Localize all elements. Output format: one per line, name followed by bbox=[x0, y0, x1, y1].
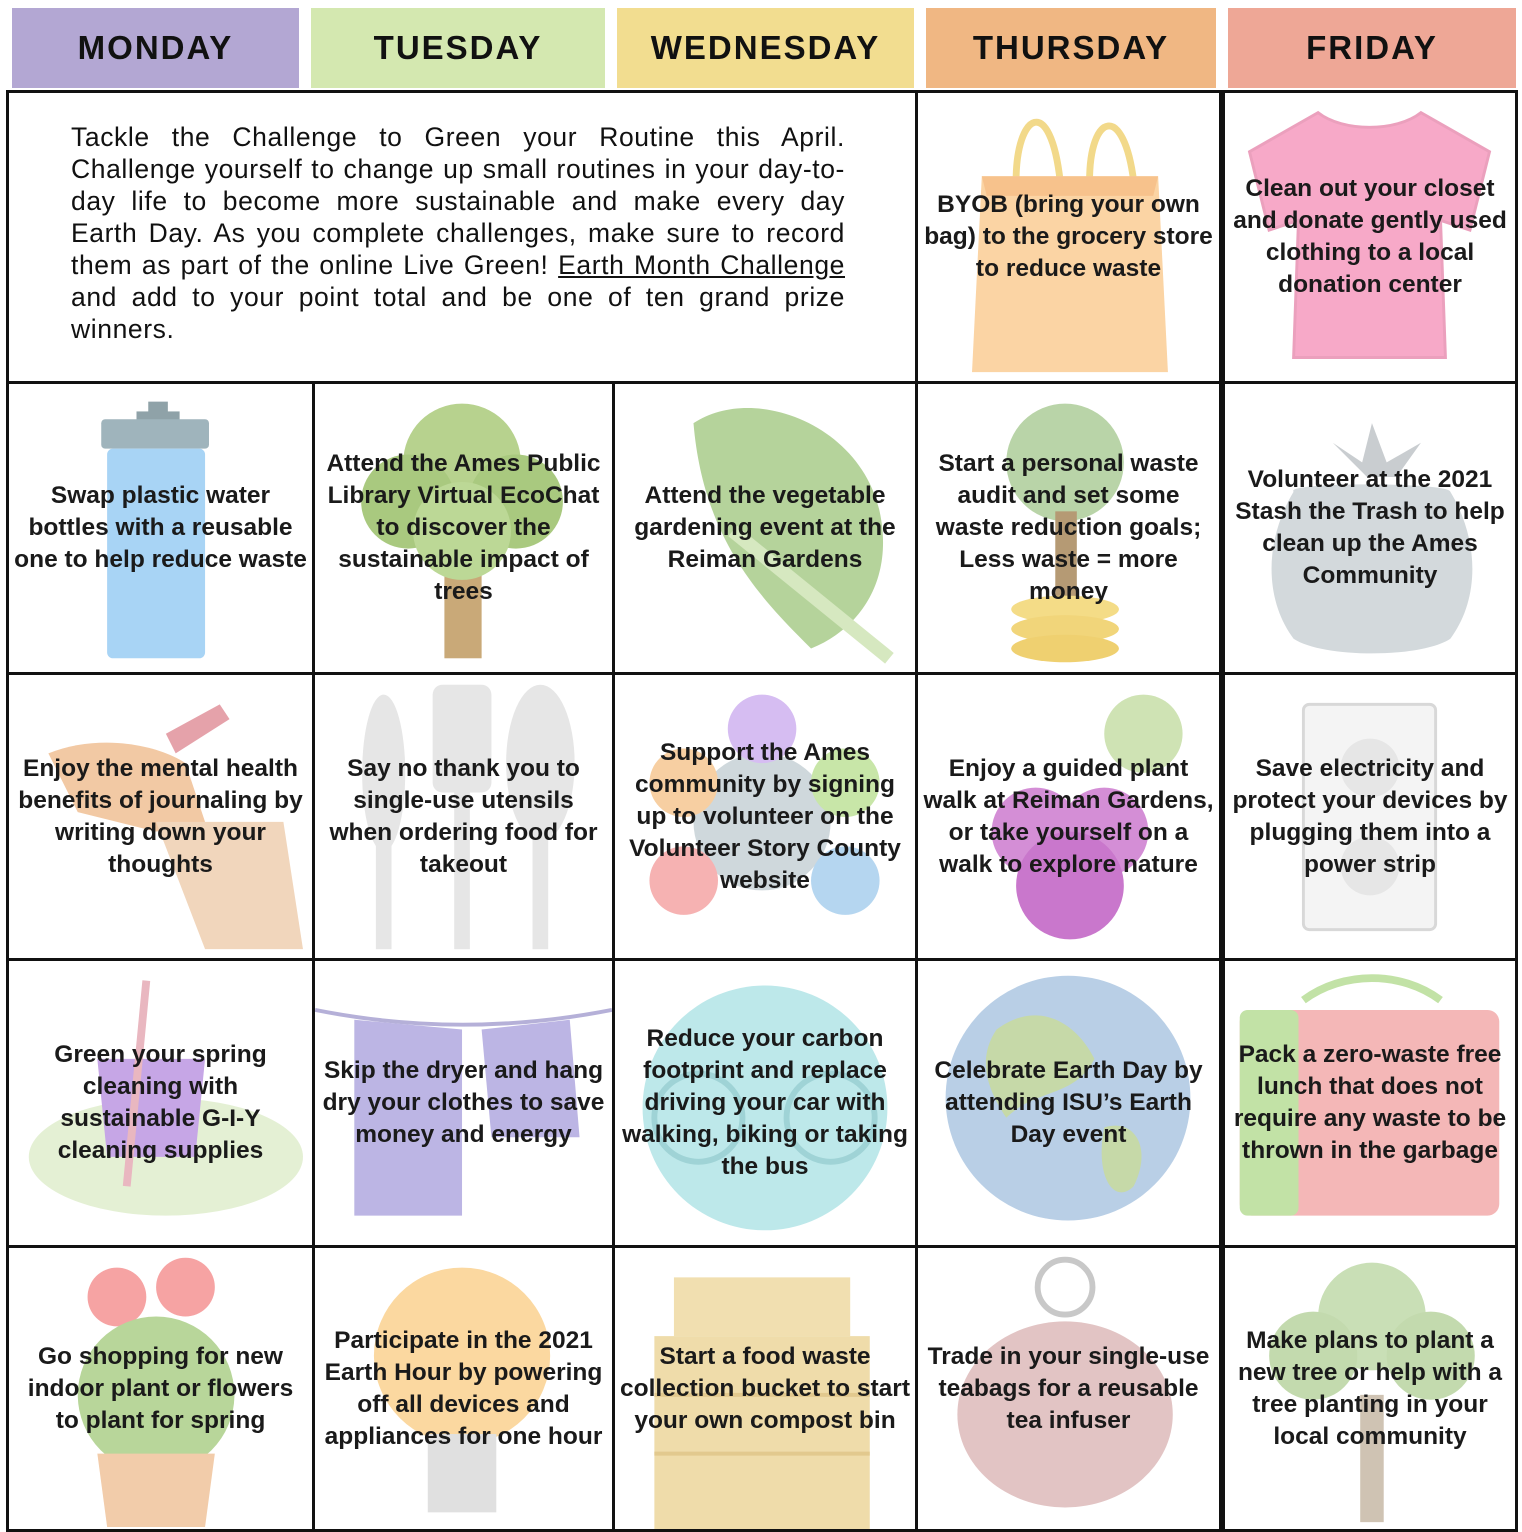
cell-water-bottle bbox=[6, 381, 315, 675]
challenge-text: Volunteer at the 2021 Stash the Trash to help clean up the Ames Community bbox=[1235, 466, 1505, 589]
header-label: TUESDAY bbox=[373, 29, 543, 66]
challenge-text: Celebrate Earth Day by attending ISU’s Earth Day event bbox=[934, 1057, 1203, 1148]
header-wednesday bbox=[617, 8, 914, 88]
cell-earth-day bbox=[915, 958, 1222, 1248]
challenge-text: Start a personal waste audit and set some waste reduction goals; Less waste = more money bbox=[935, 450, 1202, 605]
header-label: THURSDAY bbox=[972, 29, 1170, 66]
cell-dryer bbox=[312, 958, 615, 1248]
header-tuesday bbox=[311, 8, 605, 88]
challenge-text: Green your spring cleaning with sustainable G-I-Y cleaning supplies bbox=[54, 1041, 267, 1164]
challenge-text: Pack a zero-waste free lunch that does not require any waste to be thrown in the garbage bbox=[1233, 1041, 1507, 1164]
challenge-text: Start a food waste collection bucket to start your own compost bin bbox=[620, 1342, 910, 1434]
cell-waste-audit bbox=[915, 381, 1222, 675]
challenge-text: BYOB (bring your own bag) to the grocery store to reduce waste bbox=[924, 191, 1213, 282]
challenge-text: Skip the dryer and hang dry your clothes to save money and energy bbox=[322, 1057, 605, 1148]
challenge-text: Save electricity and protect your devices by plugging them into a power strip bbox=[1232, 754, 1508, 878]
earth-month-challenge-link[interactable]: Earth Month Challenge bbox=[558, 250, 845, 280]
cell-tree bbox=[1222, 1245, 1518, 1532]
cell-ecochat bbox=[312, 381, 615, 675]
cell-byob bbox=[915, 90, 1222, 384]
cell-vegetable bbox=[612, 381, 918, 675]
challenge-text: Trade in your single-use teabags for a reusable tea infuser bbox=[927, 1342, 1210, 1434]
cell-journaling bbox=[6, 672, 315, 961]
challenge-text: Attend the Ames Public Library Virtual EcoChat to discover the sustainable impact of trees bbox=[326, 450, 601, 605]
cell-earth-hour bbox=[312, 1245, 615, 1532]
challenge-text: Participate in the 2021 Earth Hour by powering off all devices and appliances for one hour bbox=[324, 1326, 603, 1450]
cell-cleaning bbox=[6, 958, 315, 1248]
cell-electricity bbox=[1222, 672, 1518, 961]
challenge-text: Enjoy the mental health benefits of journaling by writing down your thoughts bbox=[18, 754, 303, 878]
header-friday bbox=[1228, 8, 1516, 88]
challenge-text: Swap plastic water bottles with a reusable one to help reduce waste bbox=[14, 482, 307, 573]
cell-closet bbox=[1222, 90, 1518, 384]
intro-panel bbox=[6, 90, 918, 384]
header-label: MONDAY bbox=[77, 29, 234, 66]
challenge-text: Clean out your closet and donate gently used clothing to a local donation center bbox=[1233, 175, 1507, 298]
challenge-text: Support the Ames community by signing up to volunteer on the Volunteer Story County website bbox=[629, 738, 901, 894]
intro-text-part: and add to your point total and be one of ten grand prize winners. bbox=[71, 282, 845, 344]
cell-plant-walk bbox=[915, 672, 1222, 961]
challenge-text: Go shopping for new indoor plant or flowers to plant for spring bbox=[27, 1342, 294, 1434]
header-thursday bbox=[926, 8, 1216, 88]
challenge-text: Enjoy a guided plant walk at Reiman Gardens, or take yourself on a walk to explore nature bbox=[923, 754, 1214, 878]
challenge-text: Reduce your carbon footprint and replace driving your car with walking, biking or taking the bus bbox=[622, 1025, 908, 1180]
intro-text bbox=[71, 121, 845, 345]
intro-text-part: Tackle the Challenge to Green your Routine this April. Challenge yourself to change up small routines in your day-to-day life to become more sustainable and make every day Earth Day. As you complete challenges, make sure to record them as part of the online Live Green! bbox=[71, 122, 845, 280]
cell-stash-trash bbox=[1222, 381, 1518, 675]
cell-tea bbox=[915, 1245, 1222, 1532]
challenge-text: Attend the vegetable gardening event at the Reiman Gardens bbox=[634, 482, 896, 573]
cell-compost bbox=[612, 1245, 918, 1532]
cell-lunch bbox=[1222, 958, 1518, 1248]
header-label: FRIDAY bbox=[1306, 29, 1438, 66]
cell-plants bbox=[6, 1245, 315, 1532]
challenge-text: Say no thank you to single-use utensils when ordering food for takeout bbox=[329, 754, 598, 878]
cell-utensils bbox=[312, 672, 615, 961]
cell-volunteer bbox=[612, 672, 918, 961]
cell-carbon bbox=[612, 958, 918, 1248]
challenge-text: Make plans to plant a new tree or help with a tree planting in your local community bbox=[1237, 1326, 1503, 1450]
header-monday bbox=[12, 8, 299, 88]
header-label: WEDNESDAY bbox=[650, 29, 881, 66]
